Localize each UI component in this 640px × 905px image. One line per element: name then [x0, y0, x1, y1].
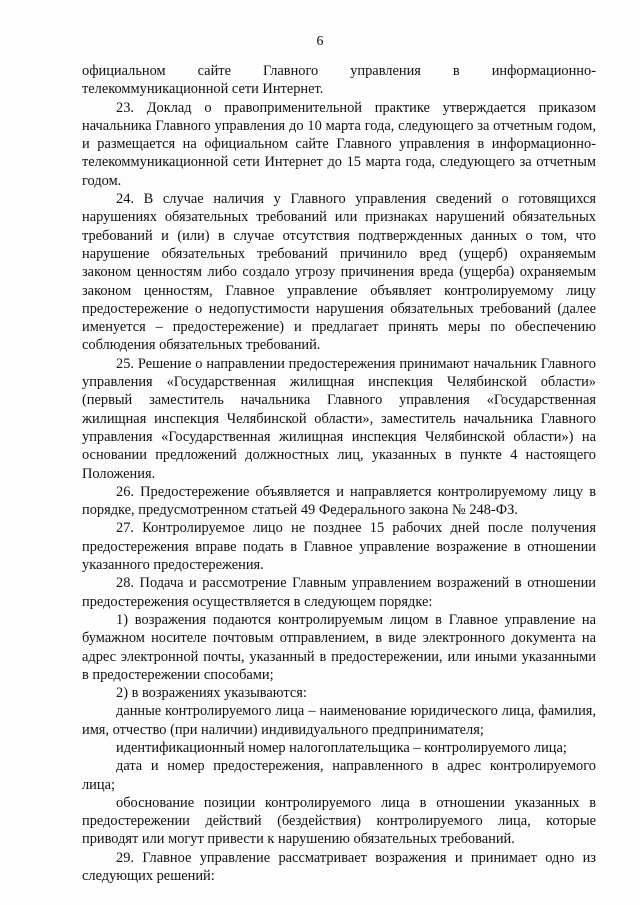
list-item-position-justification: обоснование позиции контролируемого лица в отношении указанных в предостережении действий (бездействия) контролируемого лица, которые приводят или могут привести к нарушению обязательных требований.	[82, 794, 596, 848]
paragraph-28: 28. Подача и рассмотрение Главным управлением возражений в отношении предостережения осуществляется в следующем порядке:	[82, 575, 596, 610]
paragraph-26: 26. Предостережение объявляется и направляется контролируемому лицу в порядке, предусмотренном статьей 49 Федерального закона № 248-ФЗ.	[82, 483, 596, 519]
paragraph-28-item-2: 2) в возражениях указываются:	[116, 685, 307, 702]
paragraph-29: 29. Главное управление рассматривает возражения и принимает одно из следующих решений:	[82, 849, 596, 885]
list-item-controlled-person-data: данные контролируемого лица – наименование юридического лица, фамилия, имя, отчество (при наличии) индивидуального предпринимателя;	[82, 703, 596, 738]
paragraph-24: 24. В случае наличия у Главного управления сведений о готовящихся нарушениях обязательных требований или признаках нарушений обязательных требований и (или) в случае отсутствия подтвержденных данных о том, что нарушение обязательных требований причинило вред (ущерб) охраняемым законом ценностям либо создало угрозу причинения вреда (ущерба) охраняемым законом ценностям, Главное управление объявляет контролируемому лицу предостережение о недопустимости нарушения обязательных требований (далее именуется – предостережение) и предлагает принять меры по обеспечению соблюдения обязательных требований.	[82, 191, 596, 354]
paragraph-27: 27. Контролируемое лицо не позднее 15 рабочих дней после получения предостережения вправе подать в Главное управление возражение в отношении указанного предостережения.	[82, 520, 596, 574]
list-item-warning-date-number: дата и номер предостережения, направленного в адрес контролируемого лица;	[82, 758, 596, 793]
list-item-taxpayer-number: идентификационный номер налогоплательщика – контролируемого лица;	[116, 739, 567, 756]
document-body	[82, 62, 596, 885]
paragraph-continuation: официальном сайте Главного управления в информационно-телекоммуникационной сети Интернет.	[82, 63, 596, 98]
paragraph-28-item-1: 1) возражения подаются контролируемым лицом в Главное управление на бумажном носителе почтовым отправлением, в виде электронного документа на адрес электронной почты, указанный в предостережении, или иными указанными в предостережении способами;	[82, 611, 596, 683]
paragraph-25: 25. Решение о направлении предостережения принимают начальник Главного управления «Государственная жилищная инспекция Челябинской области» (первый заместитель начальника Главного управления «Государственная жилищная инспекция Челябинской области», заместитель начальника Главного управления «Государственная жилищная инспекция Челябинской области») на основании предложений должностных лиц, указанных в пункте 4 настоящего Положения.	[82, 355, 596, 482]
page-number: 6	[316, 34, 324, 49]
paragraph-23: 23. Доклад о правоприменительной практике утверждается приказом начальника Главного управления до 10 марта года, следующего за отчетным годом, и размещается на официальном сайте Главного управления в информационно-телекоммуникационной сети Интернет до 15 марта года, следующего за отчетным годом.	[82, 99, 596, 189]
